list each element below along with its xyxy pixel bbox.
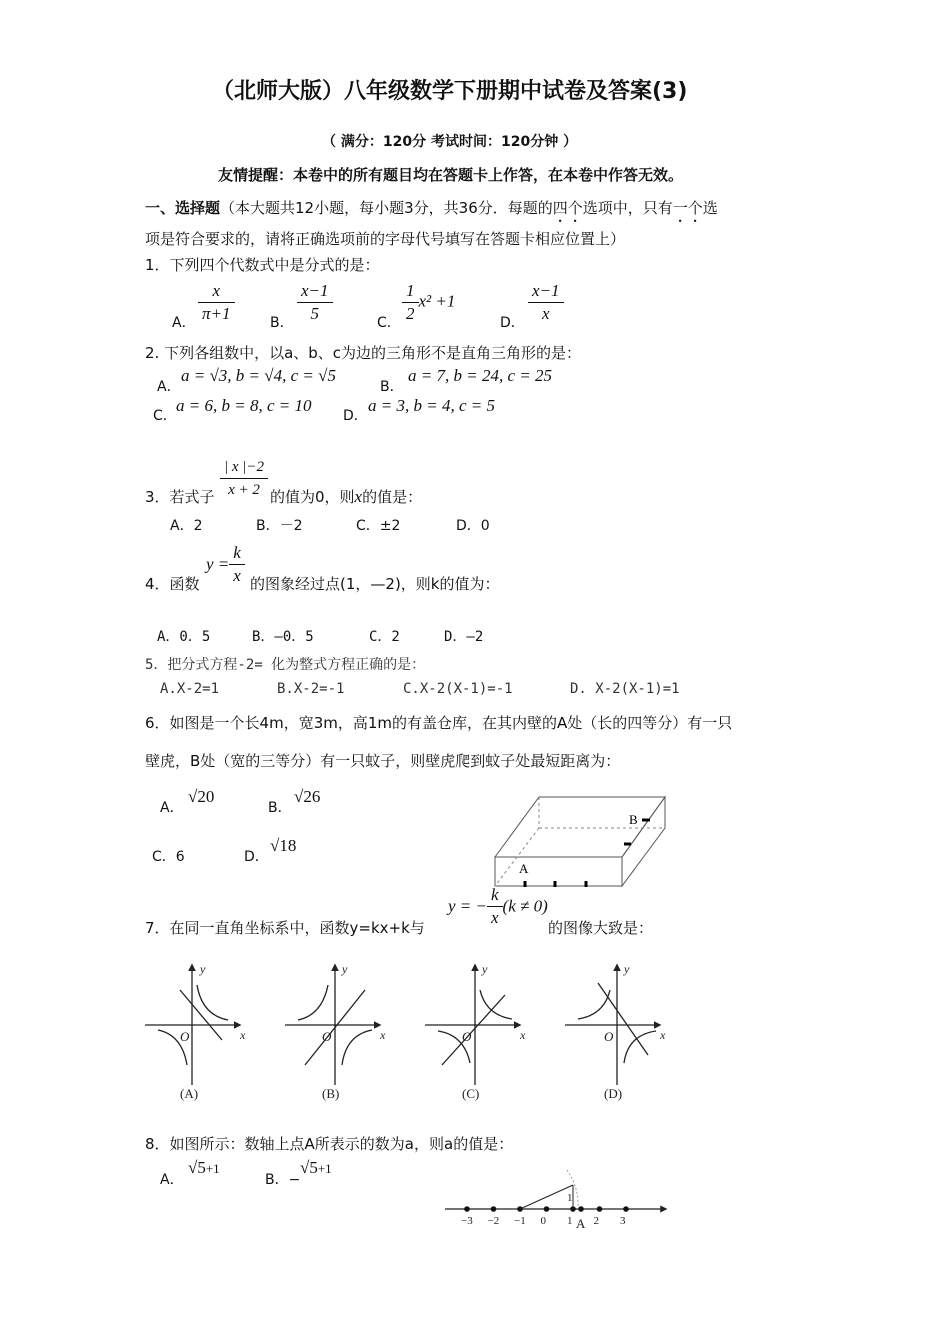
box-front-face (495, 857, 622, 886)
q1-c-label: C． (377, 315, 401, 331)
origin-label: O (180, 1029, 190, 1044)
lhs: y = − (448, 896, 487, 916)
q8-b-value (300, 1158, 332, 1178)
q6-a-value: √20 (188, 787, 215, 806)
q1-a-label: A． (172, 315, 196, 331)
intro-text: 选项中，只有 (582, 199, 673, 217)
section-intro-line1 (145, 197, 718, 226)
q1-d-fraction (528, 280, 564, 325)
q7-function (448, 884, 548, 929)
q2-d-label: D． (343, 408, 368, 424)
x-label: x (380, 1028, 386, 1042)
q6-a-label: A． (160, 800, 184, 816)
tail: +1 (317, 1161, 332, 1176)
box-top-face (495, 797, 665, 857)
numerator: k (487, 884, 503, 907)
y-label: y (482, 962, 488, 976)
intro-emph-one: 一个 (672, 199, 703, 217)
q7-stem-pre: 7．在同一直角坐标系中，函数y=kx+k与 (145, 919, 425, 937)
tick-label: 3 (620, 1215, 626, 1227)
graph-label: (A) (180, 1086, 199, 1101)
point-a-label: A (519, 861, 529, 876)
hyperbola-branch (342, 1030, 372, 1065)
graph-d (565, 962, 666, 1101)
q2-a-label: A． (157, 379, 181, 395)
hyperbola-branch (197, 985, 228, 1020)
q2-b-label: B． (380, 379, 404, 395)
q4-option-d: D．—2 (444, 629, 484, 645)
tick-point (597, 1206, 603, 1212)
q3-option-b: B．－2 (256, 518, 303, 534)
tick-point (491, 1206, 497, 1212)
q3-stem-post (270, 486, 422, 507)
q6-b-label: B． (268, 800, 292, 816)
point-a (578, 1206, 584, 1212)
hyperbola-branch (298, 985, 328, 1020)
intro-emph-four: 四个 (552, 199, 583, 217)
tick-label: −2 (487, 1215, 500, 1227)
line-graph (598, 983, 648, 1055)
graph-c (425, 962, 526, 1101)
numerator: 1 (402, 280, 419, 303)
q5-stem: 5．把分式方程-2= 化为整式方程正确的是： (145, 657, 426, 673)
stem-mid: 的值为0，则 (270, 488, 355, 506)
q1-b-fraction (297, 280, 333, 325)
y-label: y (200, 962, 206, 976)
section-heading: 一、选择题 (145, 199, 221, 217)
graph-label: (D) (604, 1086, 623, 1101)
hyperbola-branch (624, 1031, 656, 1063)
tick-point (623, 1206, 629, 1212)
q8-a-value (188, 1158, 220, 1178)
section-intro-line2: 项是符合要求的，请将正确选项前的字母代号填写在答题卡相应位置上） (145, 230, 626, 248)
q6-d-value: √18 (270, 836, 297, 855)
q4-function (206, 542, 245, 587)
q1-a-fraction (198, 280, 235, 325)
q1-c-expression (402, 280, 455, 325)
q2-d-expr: a = 3, b = 4, c = 5 (368, 396, 495, 415)
numerator: x−1 (297, 280, 333, 303)
numerator: x (198, 280, 235, 303)
intro-text: （本大题共12小题，每小题3分，共36分．每题的 (220, 199, 553, 217)
q4-stem-post: 的图象经过点(1，—2)，则k的值为： (250, 575, 500, 593)
numerator: k (229, 542, 245, 565)
denominator: 2 (406, 304, 415, 323)
warehouse-figure (490, 790, 680, 895)
tick-point (544, 1206, 550, 1212)
tick-point (464, 1206, 470, 1212)
graph-a (145, 962, 246, 1101)
stem-post: 的值是： (362, 488, 423, 506)
q2-c-label: C． (153, 408, 177, 424)
graph-b (285, 962, 386, 1101)
origin-label: O (322, 1029, 332, 1044)
q7-graphs (140, 955, 680, 1110)
height-label: 1 (567, 1192, 573, 1204)
graph-label: (C) (462, 1086, 480, 1101)
tick-label: 0 (540, 1215, 546, 1227)
q4-option-a: A．0．5 (157, 629, 211, 645)
q5-option-a: A.X-2=1 (160, 681, 220, 697)
q6-d-label: D． (244, 849, 269, 865)
sqrt-value: √5 (188, 1158, 206, 1177)
c-tail: x² +1 (418, 291, 456, 311)
q3-option-a: A．2 (170, 518, 203, 534)
q8-a-label: A． (160, 1172, 184, 1188)
q6-c-label: C．6 (152, 849, 185, 865)
origin-label: O (462, 1029, 472, 1044)
q8-b-label: B．− (265, 1172, 301, 1188)
q2-b-expr: a = 7, b = 24, c = 25 (408, 366, 552, 385)
q3-fraction (220, 456, 268, 501)
tick-label: 2 (593, 1215, 599, 1227)
denominator: x (541, 304, 550, 323)
hypotenuse (520, 1185, 573, 1209)
q3-stem-pre: 3．若式子 (145, 488, 215, 506)
page-title: （北师大版）八年级数学下册期中试卷及答案(3) (212, 79, 688, 104)
q4-option-c: C．2 (369, 629, 400, 645)
line-graph (442, 995, 505, 1065)
denominator: x + 2 (228, 482, 260, 498)
q5-option-b: B.X-2=-1 (277, 681, 345, 697)
lhs: y = (206, 554, 230, 574)
y-label: y (342, 962, 348, 976)
q2-c-expr: a = 6, b = 8, c = 10 (176, 396, 312, 415)
q5-option-c: C.X-2(X-1)=-1 (403, 681, 513, 697)
tick-label: 1 (567, 1215, 573, 1227)
q2-stem: 2. 下列各组数中，以a、b、c为边的三角形不是直角三角形的是： (145, 344, 582, 362)
q4-option-b: B．—0．5 (252, 629, 314, 645)
x-label: x (520, 1028, 526, 1042)
sqrt-value: √5 (300, 1158, 318, 1177)
numerator: | x |−2 (220, 456, 268, 479)
var-x: x (354, 487, 363, 506)
denominator: x (233, 566, 241, 585)
denominator: x (491, 908, 499, 927)
tick-label: −1 (514, 1215, 526, 1227)
q1-b-label: B． (270, 315, 294, 331)
denominator: 5 (310, 304, 320, 323)
tick-label: −3 (461, 1215, 473, 1227)
q3-option-d: D．0 (456, 518, 490, 534)
point-a-label: A (576, 1216, 586, 1231)
number-line-figure (440, 1165, 675, 1235)
q1-stem: 1．下列四个代数式中是分式的是： (145, 256, 380, 274)
numerator: x−1 (528, 280, 564, 303)
q1-d-label: D． (500, 315, 525, 331)
notice: 友情提醒：本卷中的所有题目均在答题卡上作答，在本卷中作答无效。 (218, 166, 684, 184)
y-label: y (624, 962, 630, 976)
box-side-face (622, 797, 665, 886)
graph-label: (B) (322, 1086, 340, 1101)
q7-stem-post: 的图像大致是： (548, 919, 654, 937)
q2-a-expr: a = √3, b = √4, c = √5 (181, 366, 336, 385)
condition: (k ≠ 0) (502, 896, 548, 916)
point-b-label: B (629, 812, 638, 827)
q3-option-c: C．±2 (356, 518, 401, 534)
origin-label: O (604, 1029, 614, 1044)
q6-line1: 6．如图是一个长4m，宽3m，高1m的有盖仓库，在其内壁的A处（长的四等分）有一只 (145, 714, 733, 732)
tail: +1 (205, 1161, 220, 1176)
q6-b-value: √26 (294, 787, 321, 806)
q8-stem: 8．如图所示：数轴上点A所表示的数为a，则a的值是： (145, 1135, 514, 1153)
denominator: π+1 (202, 304, 231, 323)
intro-text: 选 (702, 199, 718, 217)
q5-option-d: D. X-2(X-1)=1 (570, 681, 680, 697)
q4-stem-pre: 4．函数 (145, 575, 200, 593)
x-label: x (240, 1028, 246, 1042)
q6-line2: 壁虎，B处（宽的三等分）有一只蚊子，则壁虎爬到蚊子处最短距离为： (145, 752, 621, 770)
x-label: x (660, 1028, 666, 1042)
exam-info: （ 满分：120分 考试时间：120分钟 ） (322, 134, 578, 150)
